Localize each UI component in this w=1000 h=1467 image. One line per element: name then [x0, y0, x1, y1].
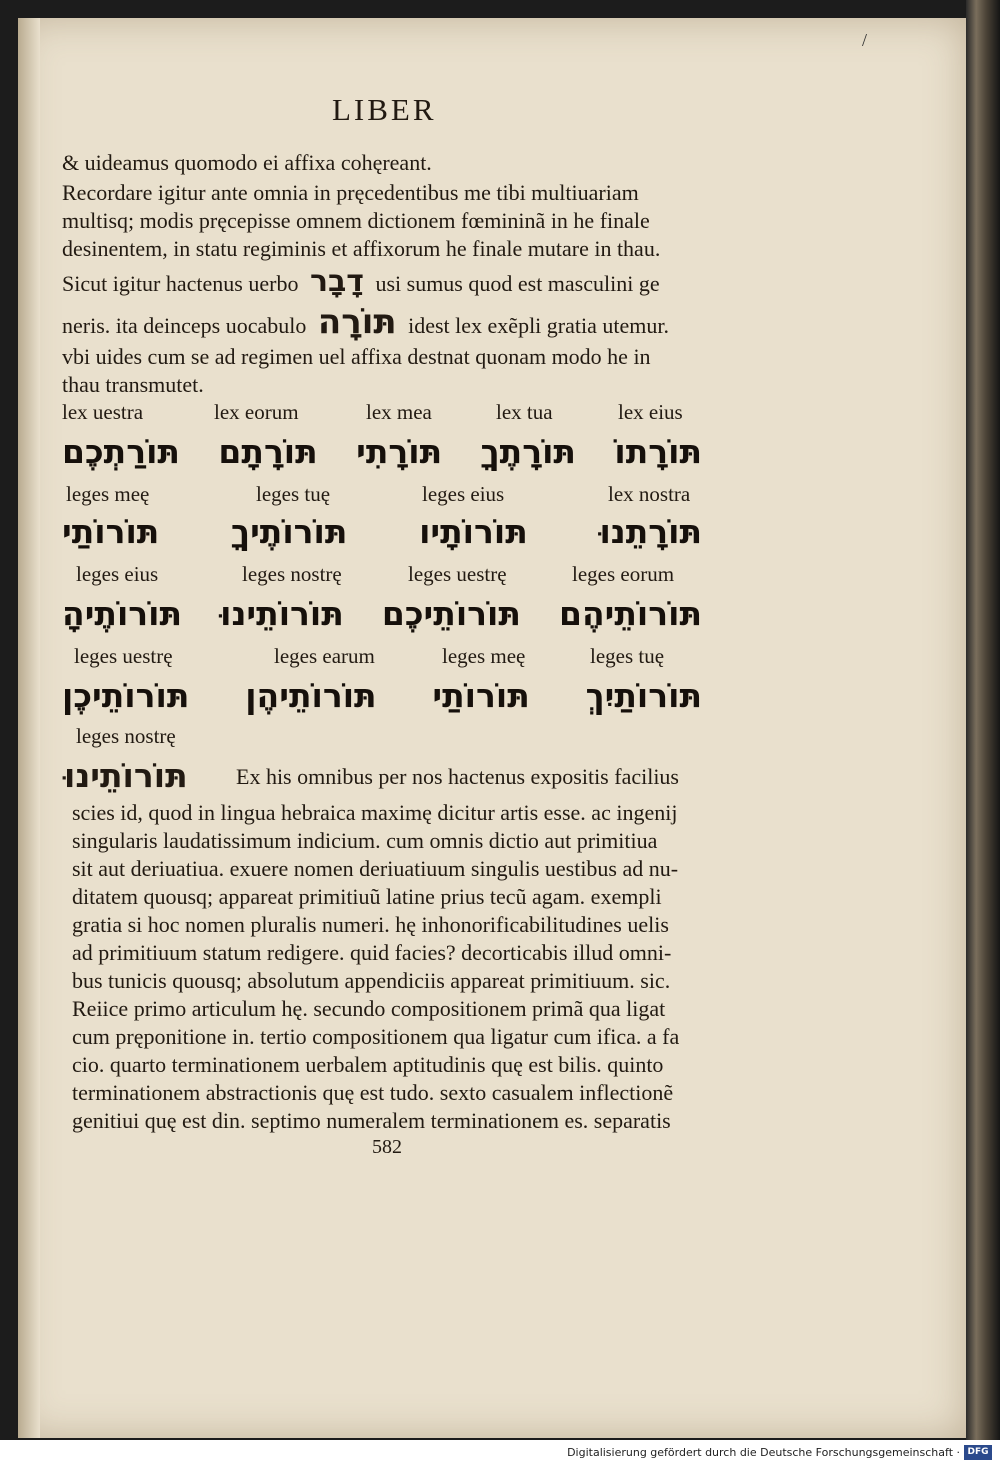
hebrew-form: תּוֹרוֹתֵיהֶם	[559, 594, 702, 633]
hebrew-form: תּוֹרַתְכֶם	[62, 432, 180, 471]
hebrew-form: תּוֹרָתֶךָ	[480, 432, 576, 471]
text-line: bus tunicis quousq; absolutum appendiciis appareat primitiuum. sic.	[72, 968, 671, 993]
text-line: gratia si hoc nomen pluralis numeri. hę inhonorificabilitudines uelis	[72, 912, 669, 937]
text-line: Recordare igitur ante omnia in pręcedentibus me tibi multiuariam	[62, 180, 639, 205]
text-line: Reiice primo articulum hę. secundo compositionem primã qua ligat	[72, 996, 666, 1021]
text-line-with-hebrew	[62, 264, 660, 299]
text-line: sit aut deriuatiua. exuere nomen deriuatiuum singulis uestibus ad nu-	[72, 856, 679, 881]
hebrew-form: תּוֹרָתָם	[218, 432, 318, 471]
hebrew-form: תּוֹרוֹתַי	[432, 676, 530, 715]
hebrew-word: דָבָר	[309, 264, 364, 299]
latin-label: leges meę	[442, 644, 526, 668]
page-edge	[966, 0, 1000, 1440]
text-fragment: Sicut igitur hactenus uerbo	[62, 271, 299, 296]
latin-label: leges tuę	[590, 644, 665, 668]
text-line: thau transmutet.	[62, 372, 204, 397]
hebrew-form: תּוֹרוֹתַיִךְ	[585, 676, 702, 715]
latin-label: lex nostra	[608, 482, 691, 506]
latin-label: leges earum	[274, 644, 375, 668]
hebrew-form: תּוֹרוֹתֶיהָ	[62, 594, 183, 633]
text-line: cio. quarto terminationem uerbalem aptitudinis quę est bilis. quinto	[72, 1052, 664, 1077]
hebrew-form: תּוֹרוֹתָיו	[419, 512, 528, 551]
latin-label: leges uestrę	[74, 644, 173, 668]
footer-credit: Digitalisierung gefördert durch die Deutsche Forschungsgemeinschaft ·	[567, 1446, 960, 1459]
latin-label: lex eius	[618, 400, 683, 424]
hebrew-form: תּוֹרוֹתֶיךָ	[231, 512, 348, 551]
text-line: terminationem abstractionis quę est tudo. sexto casualem inflectionẽ	[72, 1080, 674, 1105]
text-line: ditatem quousq; appareat primitiuũ latine prius tecũ agam. exempli	[72, 884, 662, 909]
latin-label: leges eius	[76, 562, 159, 586]
text-line: singularis laudatissimum indicium. cum omnis dictio aut primitiua	[72, 828, 658, 853]
hebrew-form: תּוֹרוֹתֵיכֶם	[381, 594, 521, 633]
latin-label: leges nostrę	[242, 562, 342, 586]
hebrew-row	[62, 676, 702, 715]
latin-label: lex mea	[366, 400, 432, 424]
footer-bar	[0, 1440, 1000, 1467]
hebrew-row	[62, 432, 702, 471]
corner-mark: /	[862, 30, 868, 50]
latin-label: lex eorum	[214, 400, 299, 424]
latin-label: lex uestra	[62, 400, 144, 424]
hebrew-word: תּוֹרָה	[317, 302, 397, 342]
text-line: ad primitiuum statum redigere. quid facies? decorticabis illud omni-	[72, 940, 672, 965]
hebrew-form: תּוֹרָתוֹ	[614, 432, 702, 471]
hebrew-form: תּוֹרוֹתֵינוּ	[64, 756, 188, 795]
text-line: multisq; modis pręcepisse omnem dictionem fœmininã in he finale	[62, 208, 650, 233]
text-fragment: neris. ita deinceps uocabulo	[62, 313, 307, 338]
latin-label: leges meę	[66, 482, 150, 506]
text-line: Ex his omnibus per nos hactenus expositis facilius	[236, 764, 679, 789]
latin-label: leges uestrę	[408, 562, 507, 586]
text-line: & uideamus quomodo ei affixa cohęreant.	[62, 150, 432, 175]
hebrew-row	[62, 512, 702, 551]
latin-label: lex tua	[496, 400, 553, 424]
text-line: vbi uides cum se ad regimen uel affixa destnat quonam modo he in	[62, 344, 651, 369]
latin-label: leges eorum	[572, 562, 675, 586]
hebrew-form: תּוֹרוֹתַי	[62, 512, 160, 551]
page-number: 582	[372, 1136, 402, 1158]
text-line: desinentem, in statu regiminis et affixorum he finale mutare in thau.	[62, 236, 661, 261]
hebrew-form: תּוֹרוֹתֵינוּ	[220, 594, 344, 633]
latin-label: leges tuę	[256, 482, 331, 506]
text-fragment: idest lex exẽpli gratia utemur.	[408, 313, 669, 338]
text-line: genitiui quę est din. septimo numeralem terminationem es. separatis	[72, 1108, 671, 1133]
hebrew-form: תּוֹרָתִי	[356, 432, 443, 471]
hebrew-form: תּוֹרוֹתֵיכֶן	[62, 676, 190, 715]
latin-label: leges nostrę	[76, 724, 176, 748]
hebrew-form: תּוֹרָתֵנוּ	[599, 512, 702, 551]
hebrew-form: תּוֹרוֹתֵיהֶן	[245, 676, 377, 715]
page-gutter	[18, 18, 40, 1438]
text-line-with-hebrew	[62, 302, 669, 342]
text-line: scies id, quod in lingua hebraica maximę dicitur artis esse. ac ingenij	[72, 800, 678, 825]
page-heading: LIBER	[332, 92, 437, 127]
text-fragment: usi sumus quod est masculini ge	[375, 271, 660, 296]
dfg-logo: DFG	[964, 1445, 992, 1460]
hebrew-row	[62, 594, 702, 633]
latin-label: leges eius	[422, 482, 505, 506]
text-line: cum pręponitione in. tertio compositionem qua ligatur cum ifica. a fa	[72, 1024, 680, 1049]
